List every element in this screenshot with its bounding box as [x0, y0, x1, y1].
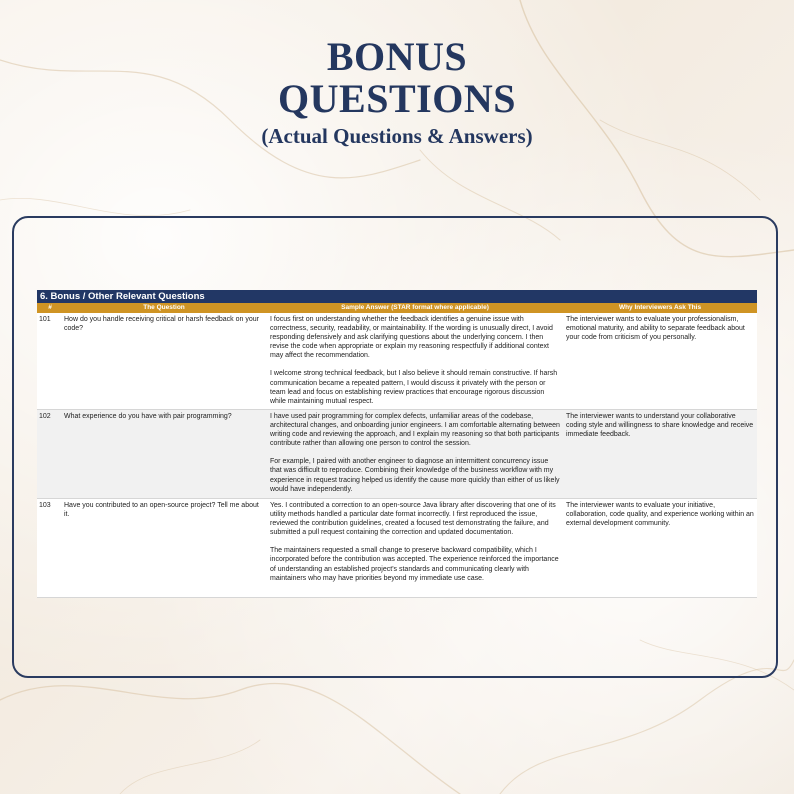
- page-title-line-1: BONUS: [326, 34, 468, 79]
- row-num: 101: [39, 316, 51, 323]
- header-question: The Question: [143, 304, 185, 311]
- row-question: What experience do you have with pair programming?: [64, 413, 232, 420]
- row-num: 103: [39, 502, 51, 509]
- row-answer: [267, 315, 563, 406]
- row-why: The interviewer wants to understand your collaborative coding style and willingness to share knowledge and receive immediate feedback.: [566, 413, 754, 439]
- table-row: [37, 410, 757, 499]
- table-row: [37, 313, 757, 410]
- header-why: Why Interviewers Ask This: [618, 304, 702, 311]
- page-title: [0, 36, 794, 120]
- page-subtitle: (Actual Questions & Answers): [261, 124, 533, 148]
- row-why: The interviewer wants to evaluate your initiative, collaboration, code quality, and experience working within an external development community.: [566, 502, 754, 528]
- row-question: How do you handle receiving critical or harsh feedback on your code?: [64, 316, 259, 333]
- answer-paragraph: I have used pair programming for complex defects, unfamiliar areas of the codebase, architectural changes, and onboarding junior engineers. I am comfortable alternating between writing code and reviewing the approach, and I explain my reasoning so that both participants contribute rather than allowing one person to control the session.: [270, 413, 560, 448]
- spreadsheet: [37, 290, 757, 598]
- answer-paragraph: I focus first on understanding whether the feedback identifies a genuine issue with correctness, security, readability, or maintainability. If the wording is unusually direct, I avoid responding defensively and ask clarifying questions about the underlying concern. I then revise the code when appropriate or explain my reasoning respectfully if additional context may affect the recommendation.: [270, 316, 553, 360]
- answer-paragraph: For example, I paired with another engineer to diagnose an intermittent concurrency issue that was difficult to reproduce. Combining their knowledge of the business workflow with my experience in request tracing helped us identify the cause more quickly than either of us likely would have independently.: [270, 458, 560, 493]
- header-answer: Sample Answer (STAR format where applicable): [341, 304, 489, 311]
- header-num: #: [48, 304, 52, 311]
- page-title-line-2: QUESTIONS: [278, 76, 516, 121]
- answer-paragraph: The maintainers requested a small change to preserve backward compatibility, which I incorporated before the contribution was accepted. The experience reinforced the importance of understanding an established project's standards and communicating clearly with maintainers who may have priorities beyond my immediate use case.: [270, 547, 559, 582]
- answer-paragraph: I welcome strong technical feedback, but I also believe it should remain constructive. If harsh communication became a repeated pattern, I would discuss it privately with the person or team lead and focus on establishing review practices that encourage rigorous discussion while maintaining mutual respect.: [270, 370, 558, 405]
- row-why: The interviewer wants to evaluate your professionalism, emotional maturity, and ability to separate feedback about your code from criticism of you personally.: [566, 316, 745, 342]
- table-row: [37, 499, 757, 598]
- row-answer: [267, 412, 563, 495]
- answer-paragraph: Yes. I contributed a correction to an open-source Java library after discovering that one of its utility methods handled a particular date format incorrectly. I first reproduced the issue, reviewed the contribution guidelines, created a focused test demonstrating the failure, and submitted a pull request containing the correction and updated documentation.: [270, 502, 556, 537]
- row-answer: [267, 501, 563, 594]
- row-num: 102: [39, 413, 51, 420]
- row-question: Have you contributed to an open-source project? Tell me about it.: [64, 502, 259, 519]
- header-row: [37, 303, 757, 313]
- section-title: 6. Bonus / Other Relevant Questions: [37, 290, 757, 303]
